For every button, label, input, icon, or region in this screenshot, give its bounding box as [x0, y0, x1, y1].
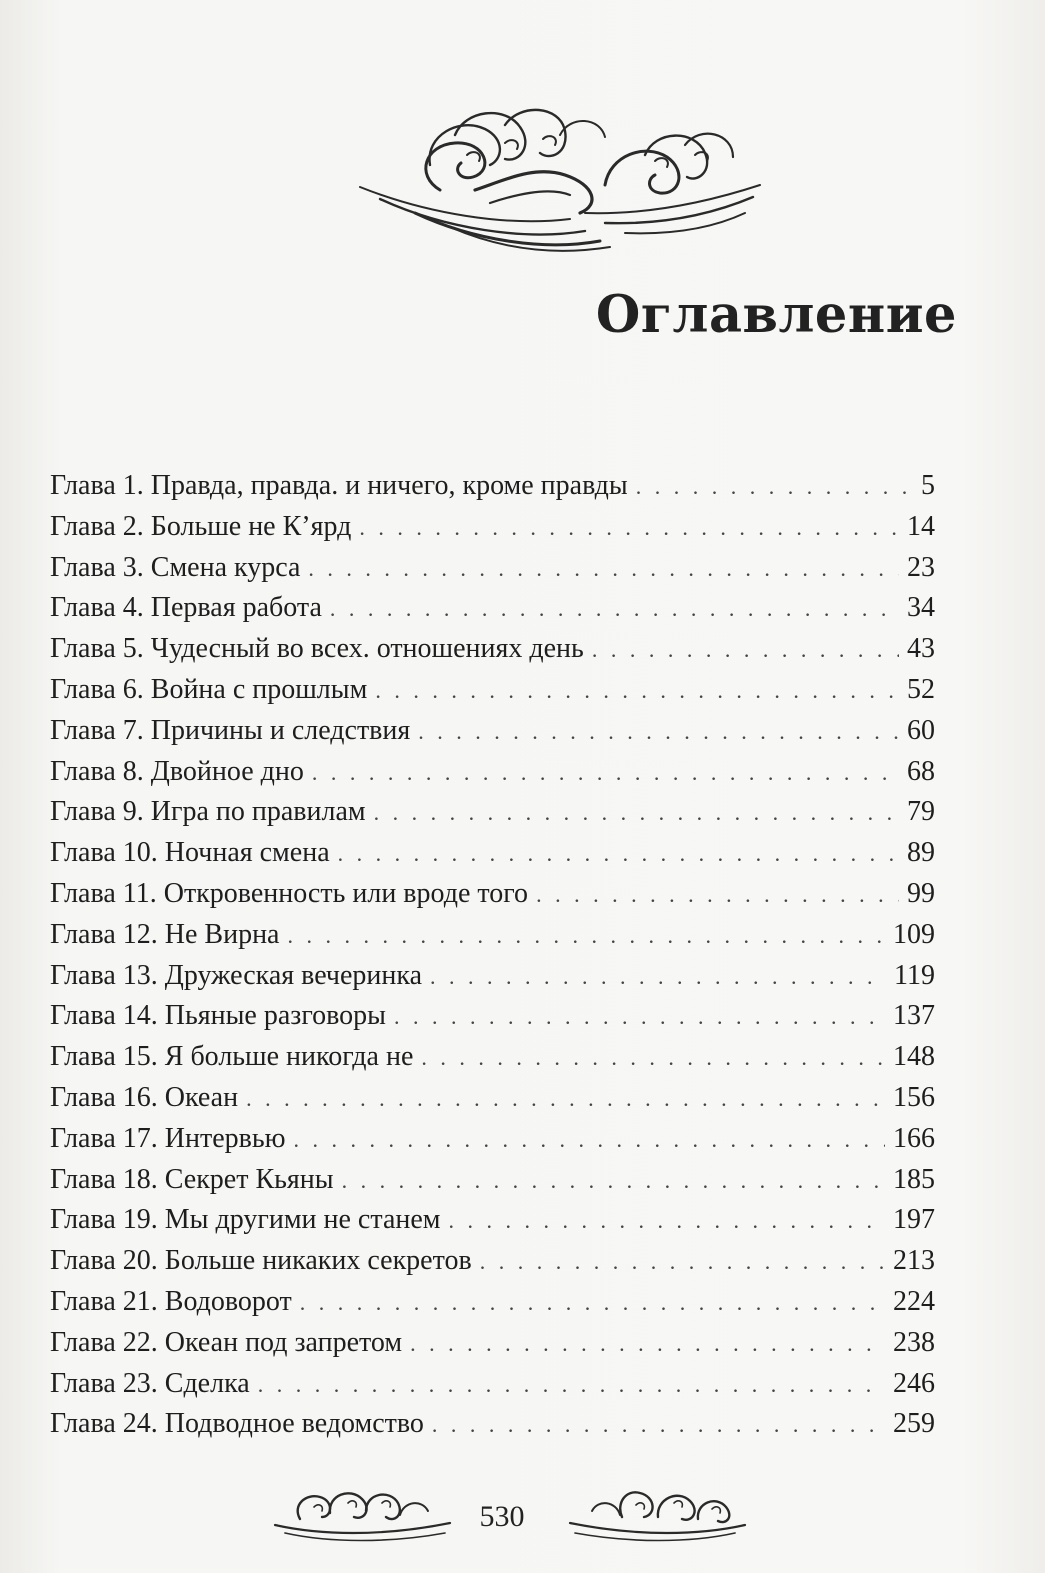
toc-entry-page: 137: [893, 1000, 935, 1032]
toc-leader-dots: [374, 793, 899, 834]
toc-entry: [50, 1037, 935, 1078]
toc-entry-page: 166: [893, 1122, 935, 1154]
toc-leader-dots: [480, 1242, 885, 1283]
page-title: Оглавление: [595, 285, 957, 345]
toc-leader-dots: [430, 957, 886, 998]
toc-leader-dots: [359, 508, 899, 549]
toc-entry-page: 259: [893, 1408, 935, 1440]
toc-entry-title: Глава 9. Игра по правилам: [50, 796, 366, 828]
toc-leader-dots: [246, 1079, 885, 1120]
toc-entry-title: Глава 4. Первая работа: [50, 592, 322, 624]
toc-entry: [50, 1119, 935, 1160]
toc-entry-page: 60: [907, 714, 935, 746]
toc-entry-page: 68: [907, 755, 935, 787]
toc-entry: [50, 1078, 935, 1119]
toc-entry-page: 185: [893, 1163, 935, 1195]
toc-entry: [50, 752, 935, 793]
toc-entry-title: Глава 2. Больше не К’ярд: [50, 510, 352, 542]
toc-leader-dots: [418, 712, 899, 753]
toc-entry-title: Глава 19. Мы другими не станем: [50, 1204, 441, 1236]
toc-entry-title: Глава 21. Водоворот: [50, 1285, 292, 1317]
toc-entry-title: Глава 15. Я больше никогда не: [50, 1041, 414, 1073]
toc-leader-dots: [375, 671, 899, 712]
toc-entry-page: 52: [907, 673, 935, 705]
toc-leader-dots: [258, 1365, 885, 1406]
toc-entry-title: Глава 7. Причины и следствия: [50, 714, 411, 746]
toc-entry: [50, 588, 935, 629]
toc-entry: [50, 466, 935, 507]
toc-entry-title: Глава 10. Ночная смена: [50, 837, 330, 869]
toc-entry-title: Глава 18. Секрет Кьяны: [50, 1163, 334, 1195]
toc-entry: [50, 874, 935, 915]
toc-entry-page: 5: [921, 470, 935, 501]
toc-entry-title: Глава 5. Чудесный во всех. отношениях день: [50, 633, 584, 665]
toc-entry-title: Глава 20. Больше никаких секретов: [50, 1245, 472, 1277]
toc-entry-page: 23: [907, 551, 935, 583]
toc-entry: [50, 792, 935, 833]
toc-entry: [50, 507, 935, 548]
table-of-contents: [50, 466, 935, 1445]
toc-entry: [50, 1200, 935, 1241]
toc-leader-dots: [312, 753, 899, 794]
toc-entry-page: 109: [893, 918, 935, 950]
toc-entry: [50, 915, 935, 956]
wave-ornament-icon: [355, 95, 765, 255]
toc-entry-page: 34: [907, 592, 935, 624]
toc-leader-dots: [410, 1324, 885, 1365]
toc-entry: [50, 1364, 935, 1405]
toc-entry-page: 79: [907, 796, 935, 828]
toc-entry-page: 238: [893, 1326, 935, 1358]
toc-leader-dots: [338, 834, 899, 875]
toc-leader-dots: [394, 997, 885, 1038]
toc-entry: [50, 1323, 935, 1364]
toc-leader-dots: [592, 630, 899, 671]
toc-entry-title: Глава 1. Правда, правда. и ничего, кроме правды: [50, 470, 628, 501]
toc-entry-page: 156: [893, 1081, 935, 1113]
toc-entry: [50, 833, 935, 874]
toc-leader-dots: [342, 1161, 885, 1202]
toc-entry-title: Глава 12. Не Вирна: [50, 918, 280, 950]
toc-entry: [50, 711, 935, 752]
toc-entry-page: 213: [893, 1245, 935, 1277]
toc-entry-title: Глава 6. Война с прошлым: [50, 673, 368, 705]
toc-entry: [50, 1282, 935, 1323]
toc-entry-title: Глава 13. Дружеская вечеринка: [50, 959, 423, 991]
toc-entry-title: Глава 17. Интервью: [50, 1122, 286, 1154]
toc-entry-title: Глава 24. Подводное ведомство: [50, 1408, 424, 1440]
toc-leader-dots: [294, 1120, 885, 1161]
toc-entry: [50, 956, 935, 997]
toc-entry-title: Глава 16. Океан: [50, 1081, 239, 1113]
toc-entry: [50, 996, 935, 1037]
toc-entry: [50, 629, 935, 670]
toc-entry-page: 89: [907, 837, 935, 869]
toc-entry-title: Глава 8. Двойное дно: [50, 755, 304, 787]
toc-entry-page: 224: [893, 1285, 935, 1317]
left-wave-ornament-icon: [270, 1475, 460, 1545]
toc-entry-title: Глава 11. Откровенность или вроде того: [50, 877, 529, 909]
toc-entry-title: Глава 23. Сделка: [50, 1367, 250, 1399]
toc-entry: [50, 548, 935, 589]
toc-entry-page: 43: [907, 633, 935, 665]
toc-leader-dots: [308, 549, 899, 590]
toc-entry-page: 119: [894, 959, 935, 991]
page-number: 530: [479, 1500, 525, 1533]
toc-entry: [50, 1241, 935, 1282]
toc-entry: [50, 1404, 935, 1445]
toc-entry-title: Глава 3. Смена курса: [50, 551, 301, 583]
toc-leader-dots: [449, 1201, 886, 1242]
toc-entry: [50, 670, 935, 711]
toc-entry-page: 14: [907, 510, 935, 542]
toc-entry-page: 197: [893, 1204, 935, 1236]
toc-entry-title: Глава 14. Пьяные разговоры: [50, 1000, 386, 1032]
toc-leader-dots: [421, 1038, 885, 1079]
toc-leader-dots: [432, 1405, 885, 1446]
toc-leader-dots: [287, 916, 885, 957]
toc-leader-dots: [330, 589, 899, 630]
toc-leader-dots: [536, 875, 899, 916]
right-wave-ornament-icon: [560, 1475, 750, 1545]
toc-entry-title: Глава 22. Океан под запретом: [50, 1326, 403, 1358]
toc-leader-dots: [636, 467, 913, 508]
toc-entry: [50, 1160, 935, 1201]
toc-entry-page: 148: [893, 1041, 935, 1073]
toc-leader-dots: [300, 1283, 885, 1324]
toc-entry-page: 99: [907, 877, 935, 909]
toc-entry-page: 246: [893, 1367, 935, 1399]
